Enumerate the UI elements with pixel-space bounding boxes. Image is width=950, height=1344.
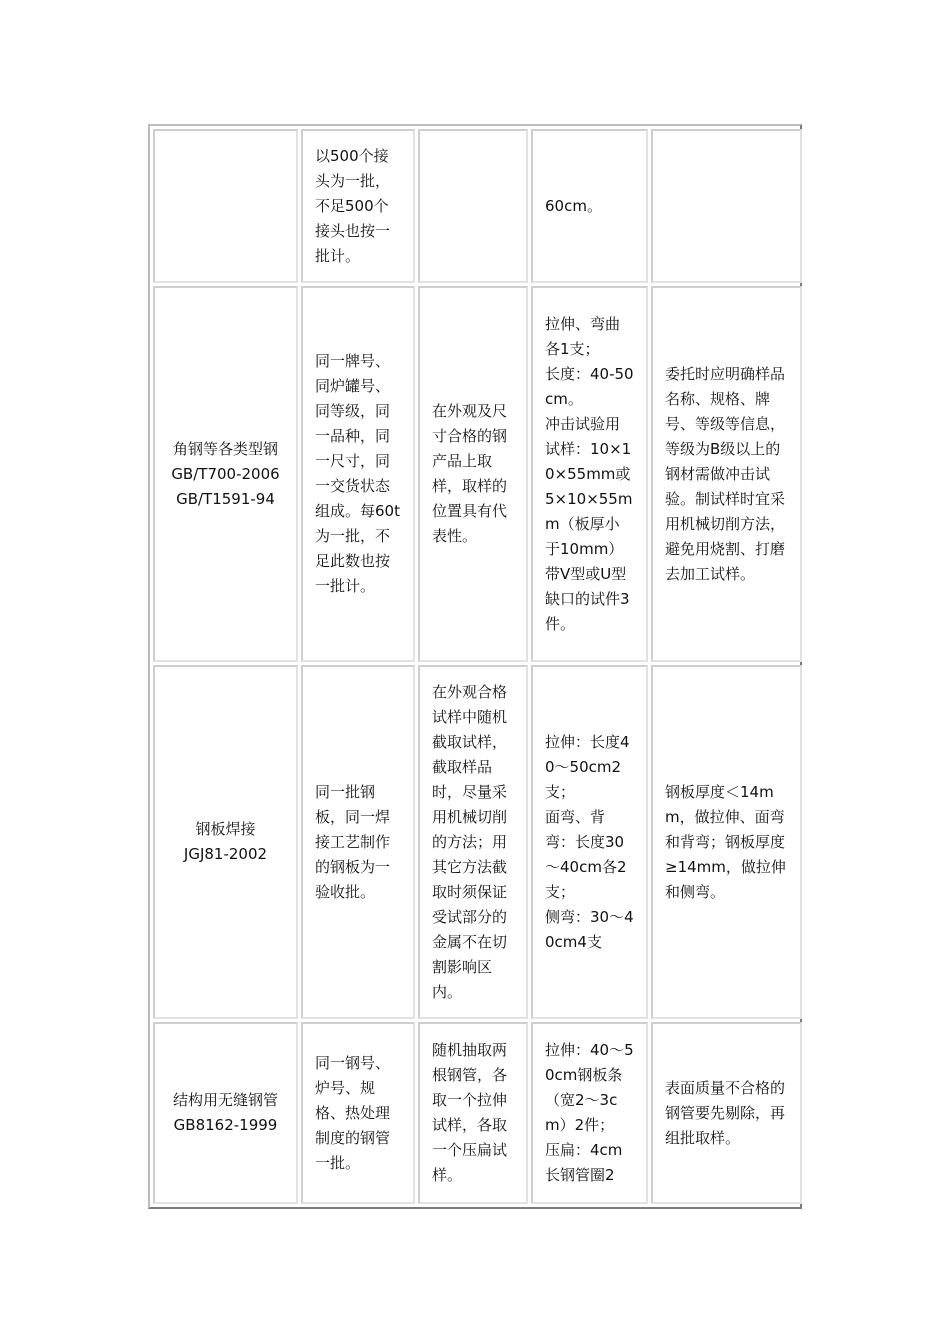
sampling-method-cell: 在外观合格试样中随机截取试样，截取样品时，尽量采用机械切削的方法；用其它方法截取时须保证受试部分的金属不在切割影响区内。: [418, 665, 528, 1019]
sample-quantity-cell: 拉伸：40～50cm钢板条（宽2～3cm）2件； 压扁：4cm长钢管圈2: [531, 1022, 648, 1204]
product-cell: 角钢等各类型钢 GB/T700-2006 GB/T1591-94: [153, 286, 298, 662]
batch-rule-cell: 以500个接头为一批，不足500个接头也按一批计。: [301, 129, 415, 283]
product-cell: 钢板焊接 JGJ81-2002: [153, 665, 298, 1019]
sampling-method-cell: [418, 129, 528, 283]
sample-quantity-cell: 拉伸、弯曲各1支； 长度：40-50cm。 冲击试验用试样：10×10×55mm或5×10×55mm（板厚小于10mm）带V型或U型缺口的试件3件。: [531, 286, 648, 662]
table-row: [153, 129, 802, 283]
table-row: [153, 286, 802, 662]
notes-cell: 表面质量不合格的钢管要先剔除，再组批取样。: [651, 1022, 802, 1204]
batch-rule-cell: 同一牌号、同炉罐号、同等级，同一品种，同一尺寸，同一交货状态组成。每60t为一批，不足此数也按一批计。: [301, 286, 415, 662]
sample-quantity-cell: 60cm。: [531, 129, 648, 283]
notes-cell: 委托时应明确样品名称、规格、牌号、等级等信息，等级为B级以上的钢材需做冲击试验。制试样时宜采用机械切削方法，避免用烧割、打磨去加工试样。: [651, 286, 802, 662]
sampling-method-cell: 随机抽取两根钢管，各取一个拉伸试样，各取一个压扁试样。: [418, 1022, 528, 1204]
spec-table-frame: [148, 124, 802, 1209]
sampling-method-cell: 在外观及尺寸合格的钢产品上取样，取样的位置具有代表性。: [418, 286, 528, 662]
product-cell: 结构用无缝钢管 GB8162-1999: [153, 1022, 298, 1204]
steel-sampling-table: [150, 126, 805, 1207]
batch-rule-cell: 同一钢号、炉号、规格、热处理制度的钢管一批。: [301, 1022, 415, 1204]
notes-cell: [651, 129, 802, 283]
table-row: [153, 665, 802, 1019]
product-cell: [153, 129, 298, 283]
batch-rule-cell: 同一批钢板，同一焊接工艺制作的钢板为一验收批。: [301, 665, 415, 1019]
table-row: [153, 1022, 802, 1204]
sample-quantity-cell: 拉伸：长度40～50cm2支； 面弯、背弯：长度30～40cm各2支； 侧弯：30～40cm4支: [531, 665, 648, 1019]
notes-cell: 钢板厚度＜14mm，做拉伸、面弯和背弯；钢板厚度≥14mm，做拉伸和侧弯。: [651, 665, 802, 1019]
